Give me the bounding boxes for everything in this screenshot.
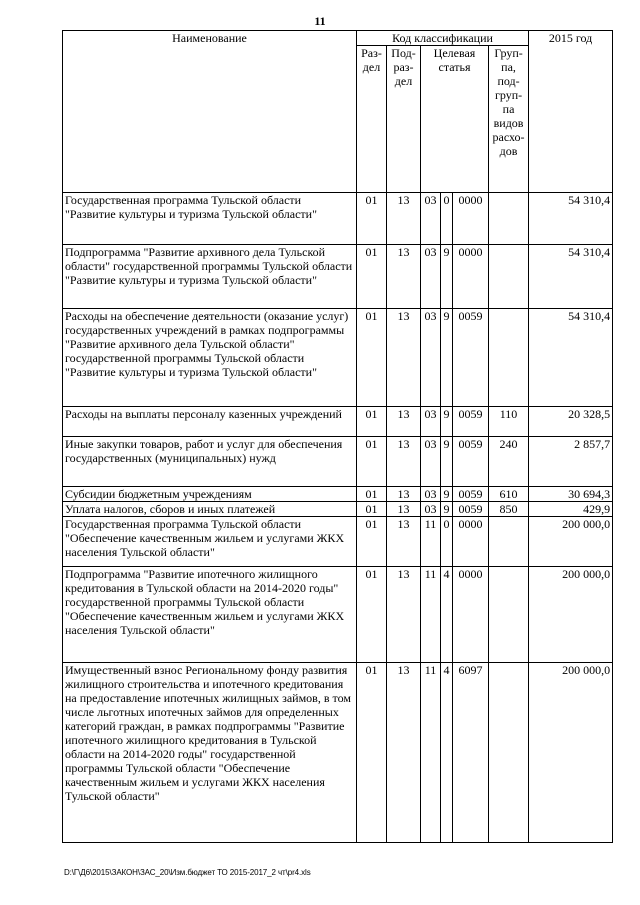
row-target-3: 0059 bbox=[453, 407, 489, 437]
row-group bbox=[489, 193, 529, 245]
row-subsection: 13 bbox=[387, 193, 421, 245]
row-target-1: 11 bbox=[421, 663, 441, 843]
row-target-1: 03 bbox=[421, 437, 441, 487]
column-header-name: Наименование bbox=[63, 31, 357, 193]
row-target-1: 03 bbox=[421, 487, 441, 502]
column-header-year: 2015 год bbox=[529, 31, 613, 193]
row-group: 610 bbox=[489, 487, 529, 502]
row-subsection: 13 bbox=[387, 663, 421, 843]
row-subsection: 13 bbox=[387, 487, 421, 502]
row-section: 01 bbox=[357, 663, 387, 843]
column-header-subsection: Под- раз- дел bbox=[387, 46, 421, 193]
row-name: Расходы на обеспечение деятельности (оказание услуг) государственных учреждений в рамках подпрограммы "Развитие архивного дела Тульской области" государственной программы Тульской области "Развитие культуры и туризма Тульской области" bbox=[63, 309, 357, 407]
row-group: 240 bbox=[489, 437, 529, 487]
row-subsection: 13 bbox=[387, 245, 421, 309]
row-group bbox=[489, 567, 529, 663]
row-name: Имущественный взнос Региональному фонду развития жилищного строительства и ипотечного кредитования на предоставление ипотечных жилищных займов, в том числе льготных ипотечных займов для определенных категорий граждан, в рамках подпрограммы "Развитие ипотечного жилищного кредитования в Тульской области на 2014-2020 годы" государственной программы Тульской области "Обеспечение качественным жильем и услугами ЖКХ населения Тульской области" bbox=[63, 663, 357, 843]
row-group bbox=[489, 517, 529, 567]
row-target-1: 03 bbox=[421, 245, 441, 309]
table-row bbox=[63, 245, 613, 309]
row-group bbox=[489, 309, 529, 407]
row-subsection: 13 bbox=[387, 407, 421, 437]
row-target-1: 03 bbox=[421, 407, 441, 437]
row-amount: 54 310,4 bbox=[529, 309, 613, 407]
column-header-classification: Код классификации bbox=[357, 31, 529, 46]
row-target-3: 0059 bbox=[453, 309, 489, 407]
row-section: 01 bbox=[357, 517, 387, 567]
row-subsection: 13 bbox=[387, 437, 421, 487]
row-target-2: 0 bbox=[441, 517, 453, 567]
row-subsection: 13 bbox=[387, 502, 421, 517]
row-target-3: 0059 bbox=[453, 502, 489, 517]
row-target-2: 9 bbox=[441, 309, 453, 407]
row-section: 01 bbox=[357, 502, 387, 517]
row-name: Подпрограмма "Развитие архивного дела Тульской области" государственной программы Тульской области "Развитие культуры и туризма Тульской области" bbox=[63, 245, 357, 309]
row-target-2: 4 bbox=[441, 567, 453, 663]
row-amount: 54 310,4 bbox=[529, 245, 613, 309]
table-row bbox=[63, 309, 613, 407]
row-target-3: 0059 bbox=[453, 487, 489, 502]
row-amount: 54 310,4 bbox=[529, 193, 613, 245]
row-amount: 200 000,0 bbox=[529, 517, 613, 567]
page-number: 11 bbox=[314, 14, 326, 28]
table-row bbox=[63, 437, 613, 487]
row-target-3: 0000 bbox=[453, 245, 489, 309]
row-section: 01 bbox=[357, 567, 387, 663]
table-row bbox=[63, 567, 613, 663]
row-target-2: 9 bbox=[441, 245, 453, 309]
table-row bbox=[63, 663, 613, 843]
row-section: 01 bbox=[357, 487, 387, 502]
row-target-2: 9 bbox=[441, 502, 453, 517]
row-name: Иные закупки товаров, работ и услуг для обеспечения государственных (муниципальных) нужд bbox=[63, 437, 357, 487]
row-amount: 2 857,7 bbox=[529, 437, 613, 487]
row-section: 01 bbox=[357, 437, 387, 487]
file-path-footer: D:\Г\Д6\2015\ЗАКОН\ЗАС_20\Изм.бюджет ТО 2015-2017_2 чт\pr4.xls bbox=[64, 868, 311, 877]
row-amount: 200 000,0 bbox=[529, 567, 613, 663]
row-group bbox=[489, 245, 529, 309]
row-name: Государственная программа Тульской области "Обеспечение качественным жильем и услугами ЖКХ населения Тульской области" bbox=[63, 517, 357, 567]
row-target-1: 03 bbox=[421, 193, 441, 245]
row-target-2: 4 bbox=[441, 663, 453, 843]
row-amount: 200 000,0 bbox=[529, 663, 613, 843]
row-name: Государственная программа Тульской области "Развитие культуры и туризма Тульской области" bbox=[63, 193, 357, 245]
row-target-2: 9 bbox=[441, 487, 453, 502]
row-target-1: 03 bbox=[421, 309, 441, 407]
row-section: 01 bbox=[357, 309, 387, 407]
table-body bbox=[63, 193, 613, 843]
column-header-target-article: Целевая статья bbox=[421, 46, 489, 193]
table-row bbox=[63, 502, 613, 517]
row-target-2: 9 bbox=[441, 437, 453, 487]
row-amount: 20 328,5 bbox=[529, 407, 613, 437]
row-target-1: 11 bbox=[421, 517, 441, 567]
row-group: 110 bbox=[489, 407, 529, 437]
row-name: Подпрограмма "Развитие ипотечного жилищного кредитования в Тульской области на 2014-2020 годы" государственной программы Тульской области "Обеспечение качественным жильем и услугами ЖКХ населения Тульской области" bbox=[63, 567, 357, 663]
row-section: 01 bbox=[357, 407, 387, 437]
row-target-1: 11 bbox=[421, 567, 441, 663]
row-target-3: 0000 bbox=[453, 567, 489, 663]
table-row bbox=[63, 487, 613, 502]
row-target-3: 0000 bbox=[453, 517, 489, 567]
row-amount: 30 694,3 bbox=[529, 487, 613, 502]
row-section: 01 bbox=[357, 193, 387, 245]
row-target-3: 6097 bbox=[453, 663, 489, 843]
row-name: Уплата налогов, сборов и иных платежей bbox=[63, 502, 357, 517]
row-name: Субсидии бюджетным учреждениям bbox=[63, 487, 357, 502]
row-target-2: 9 bbox=[441, 407, 453, 437]
row-subsection: 13 bbox=[387, 517, 421, 567]
column-header-group: Груп- па, под- груп- па видов расхо- дов bbox=[489, 46, 529, 193]
row-target-2: 0 bbox=[441, 193, 453, 245]
budget-table bbox=[62, 30, 613, 843]
row-subsection: 13 bbox=[387, 309, 421, 407]
table-row bbox=[63, 193, 613, 245]
row-target-3: 0000 bbox=[453, 193, 489, 245]
row-group: 850 bbox=[489, 502, 529, 517]
row-amount: 429,9 bbox=[529, 502, 613, 517]
row-group bbox=[489, 663, 529, 843]
column-header-section: Раз- дел bbox=[357, 46, 387, 193]
row-subsection: 13 bbox=[387, 567, 421, 663]
table-row bbox=[63, 517, 613, 567]
row-target-1: 03 bbox=[421, 502, 441, 517]
row-target-3: 0059 bbox=[453, 437, 489, 487]
table-row bbox=[63, 407, 613, 437]
row-section: 01 bbox=[357, 245, 387, 309]
row-name: Расходы на выплаты персоналу казенных учреждений bbox=[63, 407, 357, 437]
